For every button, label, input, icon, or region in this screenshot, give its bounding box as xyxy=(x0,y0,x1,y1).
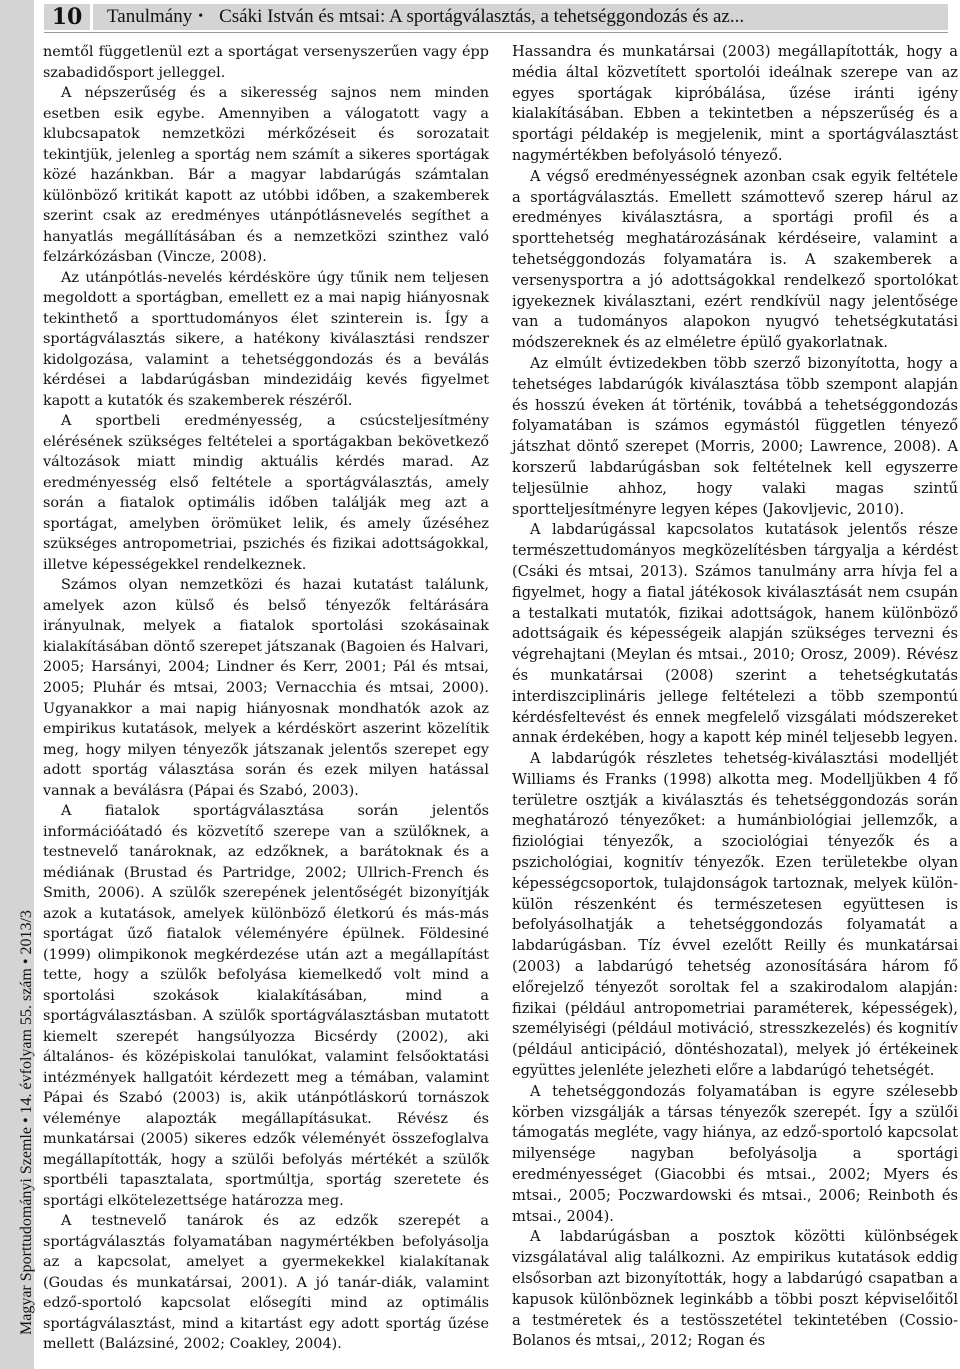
paragraph: A végső eredményességnek azonban csak egyik feltétele a sportágválasztás. Emellett számottevő szerep hárul az eredményes kiválasztásra, a sportági profil és a sporttehetség meghatározásának kérdéseire, valamint a tehetséggondozás folyamatára is. A szakemberek a versenysportra a jó adottságokkal rendelkező sportolókat igyekeznek kiválasztani, ezért rendkívül nagy jelentősége van a tudományos alapokon nyugvó tehetségkutatási módszereknek és az elméletre épülő gyakorlatnak. xyxy=(512,167,958,352)
side-band xyxy=(0,0,34,1369)
header-divider xyxy=(90,4,93,30)
paragraph: A labdarúgással kapcsolatos kutatások jelentős része természettudományos megközelítésben tárgyalja a kérdést (Csáki és mtsai, 2013). Számos tanulmány arra hívja fel a figyelmet, hogy a fiatal játékosok kiválasztását nem csupán a testalkati mutatók, fizikai adottságok, hanem különböző adottságaik és képességeik alapján szükséges tervezni és végrehajtani (Meylan és mtsai., 2010; Orosz, 2009). Révész és munkatársai (2008) szerint a tehetségkutatás interdiszciplináris jellege feltételezi a több szempontú kérdésfeltevést és ennek megfelelő vizsgálati módszereket annak érdekében, hogy a kapott kép minél teljesebb legyen. xyxy=(512,521,958,747)
paragraph: A labdarúgók részletes tehetség-kiválasztási modelljét Williams és Franks (1998) alkotta meg. Modelljükben 4 fő területre osztják a kiválasztás és tehetséggondozás során meghatározó tényezőket: a humánbiológiai jellemzők, a fiziológiai tényezők, a szociológiai tényezők és a pszichológiai, kognitív tényezők. Ezen területekbe olyan képességcsoportok, tulajdonságok tartoznak, melyek külön-külön részenként és természetesen együttesen is befolyásolhatják a tehetséggondozás folyamatát a labdarúgásban. Tíz évvel ezelőtt Reilly és munkatársai (2003) a labdarúgó tehetség azonosítására három fő előrejelző tényezőt soroltak fel a szakirodalom alapján: fizikai (például antropometriai paraméterek, képességek), személyiségi (például motiváció, stresszkezelés) és kognitív (például anticipáció, döntéshozatal), melyek jó értékeinek együttes jelenléte jelezheti előre a labdarúgó tehetségét. xyxy=(512,750,958,1080)
right-column xyxy=(512,42,958,1352)
left-column xyxy=(43,42,489,1355)
paragraph: Az utánpótlás-nevelés kérdésköre úgy tűnik nem teljesen megoldott a sportágban, emellett ez a mai napig hiányosnak tekinthető a sporttudományos élet szinterein is. Így a sportágválasztás sikere, a hatékony kiválasztási rendszer kidolgozása, valamint a tehetséggondozás és a beválás kérdései a labdarúgásban mindezidáig kevés figyelmet kapott a kutatók és szakemberek részéről. xyxy=(43,269,489,409)
paragraph: A testnevelő tanárok és az edzők szerepét a sportágválasztás folyamatában nagymértékben befolyásolja az a kapcsolat, amelyet a gyermekekkel kialakítanak (Goudas és munkatársai, 2001). A jó tanár-diák, valamint edző-sportoló kapcsolat elősegíti mind az optimális sportágválasztást, mind a kitartást egy adott sportág űzése mellett (Balázsiné, 2002; Coakley, 2004). xyxy=(43,1213,489,1353)
running-header xyxy=(44,4,948,30)
paragraph: Hassandra és munkatársai (2003) megállapították, hogy a média által közvetített sportolói ideálnak szerepe van az egyes sportágak kipróbálása, űzése iránti igény kialakításában. Ebben a tekintetben a népszerűség és a sportági példakép is megjelenik, mint a sportágválasztást nagymértékben befolyásoló tényező. xyxy=(512,43,958,164)
paragraph: nemtől függetlenül ezt a sportágat versenyszerűen vagy épp szabadidősport jelleggel. xyxy=(43,44,489,81)
header-rule xyxy=(44,32,948,33)
paragraph: A sportbeli eredményesség, a csúcsteljesítmény elérésének szükséges feltételei a sportágakban bekövetkező változások miatt mindig aktuális kérdés marad. Az eredményesség első feltétele a sportágválasztás, amely során a fiatalok optimális időben találják meg azt a sportágat, amelyben örömüket lelik, és amely űzéséhez szükséges antropometriai, pszichés és fizikai adottságokkal, illetve képességekkel rendelkeznek. xyxy=(43,413,489,573)
paragraph: A népszerűség és a sikeresség sajnos nem minden esetben esik egybe. Amennyiben a válogatott vagy a klubcsapatok nemzetközi mérkőzéseit és sorozatait tekintjük, jelenleg a sportág nem számít a sikeres sportágak közé hazánkban. Bár a magyar labdarúgás számtalan különböző kritikát kapott az utóbbi időben, a szakemberek szerint csak az eredményes utánpótlásnevelés segíthet a hanyatlás megállításában és a nemzetközi szinthez való felzárkózásban (Vincze, 2008). xyxy=(43,85,489,266)
journal-side-label: Magyar Sporttudományi Szemle • 14. évfolyam 55. szám • 2013/3 xyxy=(18,910,35,1335)
paragraph: Az elmúlt évtizedekben több szerző bizonyította, hogy a tehetséges labdarúgók kiválasztása több szempont alapján és hosszú éveken át történik, továbbá a tehetséggondozás folyamatában is számos egymástól független tényező játszhat döntő szerepet (Morris, 2000; Lawrence, 2008). A korszerű labdarúgásban sok feltételnek kell egyszerre teljesülnie ahhoz, hogy valaki magas szintű sportteljesítményre legyen képes (Jakovljevic, 2010). xyxy=(512,354,958,518)
paragraph: A fiatalok sportágválasztása során jelentős információátadó és közvetítő szerepe van a szülőknek, a testnevelő tanároknak, az edzőknek, a barátoknak és a médiának (Brustad és Partridge, 2002; Ullrich-French és Smith, 2006). A szülők szerepének jelentőségét bizonyítják azok a kutatások, amelyek különböző életkorú és más-más sportágat űző fiatalok véleményére épülnek. Földesiné (1999) olimpikonok megkérdezése után azt a megállapítást tette, hogy a szülők befolyása kiemelkedő volt mind a sportolási szokások kialakításában, mind a sportágválasztásban. A szülők sportágválasztásban mutatott kiemelt szerepét hangsúlyozza Bicsérdy (2002), aki általános- és középiskolai tanulókat, valamint felsőoktatási intézmények hallgatóit kérdezett meg a témában, valamint Pápai és Szabó (2003) is, akik utánpótláskorú tornászok véleménye alapozták megállapításukat. Révész és munkatársai (2005) sikeres edzők véleményét összefoglalva megállapították, hogy a szülői befolyás mértékét a szülők sportbéli tapasztalata, sportmúltja, sportág szeretete és sportági elkötelezettsége határozza meg. xyxy=(43,803,489,1209)
paragraph: A labdarúgásban a posztok közötti különbségek vizsgálatával alig találkozni. Az empirikus kutatások eddig elsősorban azt bizonyították, hogy a labdarúgó csapatban a kapusok különböznek leginkább a többi poszt képviselőitől a testméretek és a testösszetétel tekintetében (Cossio-Bolanos és mtsai,, 2012; Rogan és xyxy=(512,1228,958,1350)
running-title: Csáki István és mtsai: A sportágválasztás, a tehetséggondozás és az... xyxy=(219,6,745,27)
page-number: 10 xyxy=(51,4,83,30)
section-label: Tanulmány xyxy=(107,6,193,27)
paragraph: A tehetséggondozás folyamatában is egyre szélesebb körben vizsgálják a társas tényezők szerepét. Így a szülői támogatás megléte, vagy hiánya, az edző-sportoló kapcsolat milyensége nagyban befolyásolja a sportági eredményességet (Giacobbi és mtsai., 2002; Myers és mtsai., 2005; Poczwardowski és mtsai., 2006; Reinboth és mtsai., 2004). xyxy=(512,1082,958,1225)
paragraph: Számos olyan nemzetközi és hazai kutatást találunk, amelyek azon külső és belső tényezők feltárására irányulnak, melyek a fiatalok sportolási szokásainak kialakításában döntő szerepet játszanak (Bagoien és Halvari, 2005; Harsányi, 2004; Lindner és Kerr, 2001; Pál és mtsai, 2005; Pluhár és mtsai, 2003; Vernacchia és mtsai, 2000). Ugyanakkor a mai napig hiányosnak mondhatók azok az empirikus kutatások, melyek a kérdéskört aszerint közelítik meg, hogy milyen tényezők játszanak jelentős szerepet egy adott sportág választása során és ezek milyen hatással vannak a beválásra (Pápai és Szabó, 2003). xyxy=(43,577,489,799)
header-bullet: • xyxy=(198,9,204,24)
